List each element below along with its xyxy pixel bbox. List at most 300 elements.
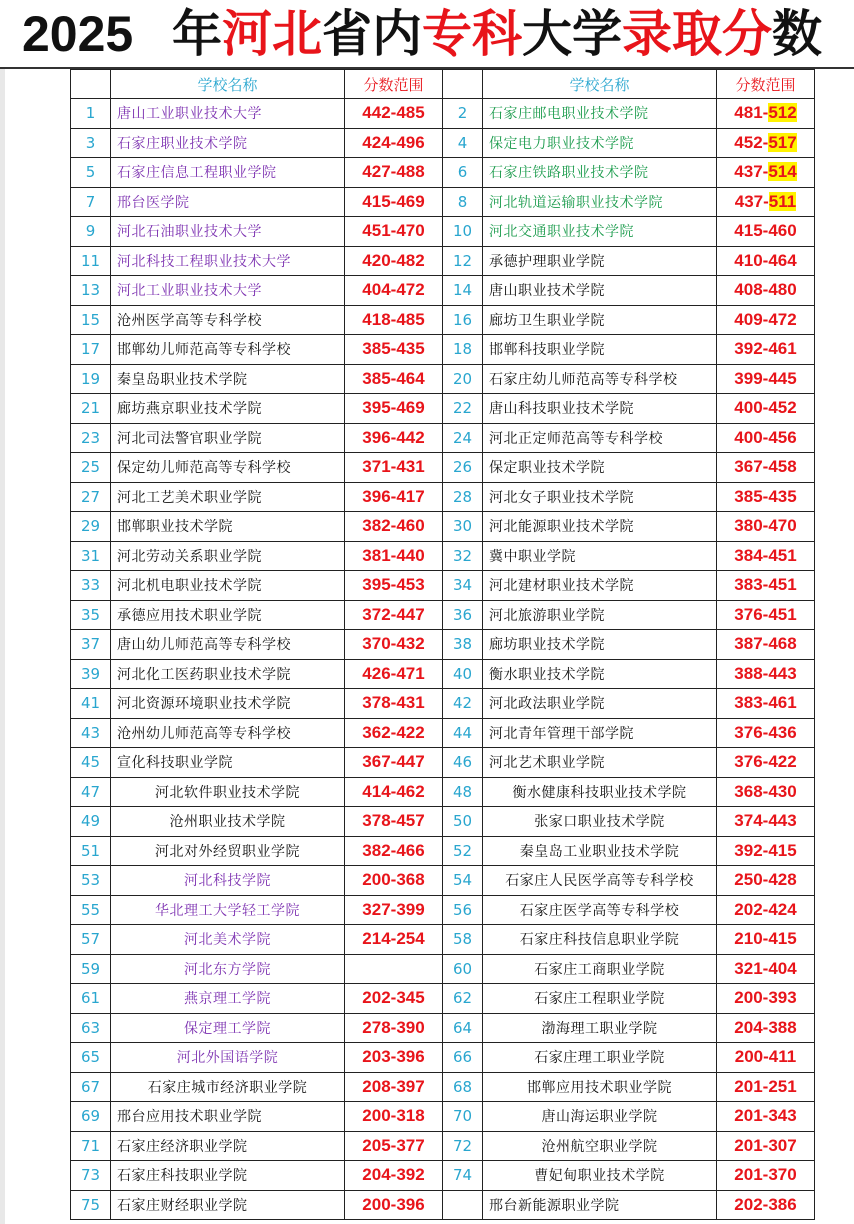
school-name-left: 沧州医学高等专科学校	[111, 305, 345, 335]
row-number-left: 11	[71, 246, 111, 276]
row-number-right: 32	[443, 541, 483, 571]
score-range-right-low: 201-307	[734, 1135, 797, 1155]
school-name-right: 河北建材职业技术学院	[483, 571, 717, 601]
school-name-left: 邯郸职业技术学院	[111, 512, 345, 542]
table-row	[71, 364, 815, 394]
table-row	[71, 394, 815, 424]
row-number-right: 40	[443, 659, 483, 689]
score-range-left: 202-345	[345, 984, 443, 1014]
score-range-right-low: 388-443	[734, 663, 797, 683]
title-part2: 河北	[222, 5, 322, 63]
row-number-left: 75	[71, 1190, 111, 1220]
school-name-left: 河北劳动关系职业学院	[111, 541, 345, 571]
score-range-right-low: 385-435	[734, 486, 797, 506]
score-range-right	[717, 1102, 815, 1132]
score-range-left: 362-422	[345, 718, 443, 748]
score-range-left: 278-390	[345, 1013, 443, 1043]
score-range-left: 367-447	[345, 748, 443, 778]
score-range-right-low: 201-251	[734, 1076, 797, 1096]
score-range-right-low: 410-464	[734, 250, 797, 270]
table-row	[71, 99, 815, 129]
school-name-left: 河北科技学院	[111, 866, 345, 896]
table-row	[71, 246, 815, 276]
school-name-right: 承德护理职业学院	[483, 246, 717, 276]
score-range-left: 395-453	[345, 571, 443, 601]
score-range-left: 395-469	[345, 394, 443, 424]
score-range-right	[717, 482, 815, 512]
school-name-right: 河北能源职业技术学院	[483, 512, 717, 542]
table-row	[71, 659, 815, 689]
score-range-right	[717, 954, 815, 984]
score-range-right-low: 202-386	[734, 1194, 797, 1214]
school-name-left: 石家庄职业技术学院	[111, 128, 345, 158]
row-number-left: 49	[71, 807, 111, 837]
row-number-right: 70	[443, 1102, 483, 1132]
score-range-right	[717, 453, 815, 483]
score-range-right	[717, 541, 815, 571]
row-number-right: 54	[443, 866, 483, 896]
score-range-right	[717, 925, 815, 955]
school-name-right: 邯郸应用技术职业学院	[483, 1072, 717, 1102]
table-row	[71, 187, 815, 217]
score-range-left: 203-396	[345, 1043, 443, 1073]
score-range-right	[717, 807, 815, 837]
row-number-right: 8	[443, 187, 483, 217]
row-number-left: 73	[71, 1161, 111, 1191]
score-range-right-low: 409-472	[734, 309, 797, 329]
table-row	[71, 925, 815, 955]
school-name-left: 石家庄财经职业学院	[111, 1190, 345, 1220]
row-number-right: 6	[443, 158, 483, 188]
school-name-right: 石家庄工程职业学院	[483, 984, 717, 1014]
row-number-right: 12	[443, 246, 483, 276]
score-range-right	[717, 512, 815, 542]
school-name-left: 廊坊燕京职业技术学院	[111, 394, 345, 424]
row-number-left: 45	[71, 748, 111, 778]
row-number-right: 2	[443, 99, 483, 129]
school-name-right: 石家庄医学高等专科学校	[483, 895, 717, 925]
score-range-right-low: 392-461	[734, 339, 797, 359]
row-number-right: 58	[443, 925, 483, 955]
table-row	[71, 1161, 815, 1191]
table-row	[71, 128, 815, 158]
score-range-left: 404-472	[345, 276, 443, 306]
school-name-left: 河北司法警官职业学院	[111, 423, 345, 453]
score-range-right-low: 387-468	[734, 634, 797, 654]
score-range-left: 396-417	[345, 482, 443, 512]
score-range-right-low: 383-461	[734, 693, 797, 713]
score-range-left: 382-466	[345, 836, 443, 866]
row-number-right	[443, 1190, 483, 1220]
score-range-left: 418-485	[345, 305, 443, 335]
school-name-left: 唐山幼儿师范高等专科学校	[111, 630, 345, 660]
table-row	[71, 748, 815, 778]
score-range-right-low: 201-343	[734, 1106, 797, 1126]
school-name-left: 宣化科技职业学院	[111, 748, 345, 778]
row-number-left: 19	[71, 364, 111, 394]
score-range-right	[717, 158, 815, 188]
school-name-left: 石家庄经济职业学院	[111, 1131, 345, 1161]
score-range-left: 381-440	[345, 541, 443, 571]
school-name-left: 华北理工大学轻工学院	[111, 895, 345, 925]
score-range-right	[717, 1161, 815, 1191]
row-number-left: 25	[71, 453, 111, 483]
header-score-range-left: 分数范围	[345, 70, 443, 99]
title-part4: 专科	[422, 5, 522, 63]
school-name-right: 曹妃甸职业技术学院	[483, 1161, 717, 1191]
school-name-left: 保定理工学院	[111, 1013, 345, 1043]
row-number-left: 63	[71, 1013, 111, 1043]
score-range-right-low: 376-422	[734, 752, 797, 772]
row-number-left: 61	[71, 984, 111, 1014]
school-name-right: 河北交通职业技术学院	[483, 217, 717, 247]
score-range-right	[717, 246, 815, 276]
score-range-right-low: 200-393	[734, 988, 797, 1008]
score-range-right-low: 437-	[734, 191, 769, 211]
row-number-left: 59	[71, 954, 111, 984]
school-name-left: 河北机电职业技术学院	[111, 571, 345, 601]
header-school-name-left: 学校名称	[111, 70, 345, 99]
title-part7: 数	[772, 5, 822, 63]
title-part3: 省内	[322, 5, 422, 63]
score-range-right	[717, 984, 815, 1014]
score-range-right-low: 415-460	[734, 221, 797, 241]
score-range-right-low: 202-424	[734, 899, 797, 919]
score-range-left: 371-431	[345, 453, 443, 483]
school-name-right: 石家庄理工职业学院	[483, 1043, 717, 1073]
score-range-left: 385-435	[345, 335, 443, 365]
table-row	[71, 541, 815, 571]
score-range-left: 378-431	[345, 689, 443, 719]
table-row	[71, 1013, 815, 1043]
score-range-right	[717, 305, 815, 335]
school-name-right: 石家庄幼儿师范高等专科学校	[483, 364, 717, 394]
score-range-right-low: 452-	[734, 132, 769, 152]
score-range-right-low: 201-370	[734, 1165, 797, 1185]
school-name-right: 唐山海运职业学院	[483, 1102, 717, 1132]
row-number-right: 74	[443, 1161, 483, 1191]
title-part6: 录取分	[622, 5, 772, 63]
row-number-left: 5	[71, 158, 111, 188]
score-range-right	[717, 1072, 815, 1102]
school-name-right: 石家庄工商职业学院	[483, 954, 717, 984]
score-range-left: 204-392	[345, 1161, 443, 1191]
score-range-right-low: 368-430	[734, 781, 797, 801]
row-number-right: 10	[443, 217, 483, 247]
score-range-right	[717, 99, 815, 129]
row-number-right: 66	[443, 1043, 483, 1073]
score-table-wrap	[70, 69, 814, 1220]
score-range-left: 205-377	[345, 1131, 443, 1161]
school-name-left: 河北东方学院	[111, 954, 345, 984]
score-table	[70, 69, 815, 1220]
table-row	[71, 895, 815, 925]
row-number-right: 60	[443, 954, 483, 984]
school-name-right: 秦皇岛工业职业技术学院	[483, 836, 717, 866]
school-name-right: 冀中职业学院	[483, 541, 717, 571]
school-name-left: 邢台应用技术职业学院	[111, 1102, 345, 1132]
school-name-right: 唐山科技职业技术学院	[483, 394, 717, 424]
row-number-right: 14	[443, 276, 483, 306]
school-name-right: 渤海理工职业学院	[483, 1013, 717, 1043]
school-name-left: 燕京理工学院	[111, 984, 345, 1014]
score-range-right-low: 200-411	[734, 1047, 797, 1067]
school-name-left: 石家庄信息工程职业学院	[111, 158, 345, 188]
school-name-right: 廊坊职业技术学院	[483, 630, 717, 660]
table-row	[71, 600, 815, 630]
table-row	[71, 866, 815, 896]
row-number-right: 50	[443, 807, 483, 837]
score-range-right	[717, 394, 815, 424]
row-number-left: 17	[71, 335, 111, 365]
school-name-right: 衡水职业技术学院	[483, 659, 717, 689]
score-range-left: 214-254	[345, 925, 443, 955]
row-number-left: 31	[71, 541, 111, 571]
row-number-right: 46	[443, 748, 483, 778]
row-number-right: 26	[443, 453, 483, 483]
score-range-right-low: 392-415	[734, 840, 797, 860]
school-name-left: 石家庄城市经济职业学院	[111, 1072, 345, 1102]
score-range-right	[717, 630, 815, 660]
row-number-right: 4	[443, 128, 483, 158]
school-name-left: 石家庄科技职业学院	[111, 1161, 345, 1191]
table-row	[71, 1072, 815, 1102]
score-range-right	[717, 895, 815, 925]
row-number-left: 29	[71, 512, 111, 542]
row-number-right: 48	[443, 777, 483, 807]
score-range-left: 385-464	[345, 364, 443, 394]
score-range-left: 396-442	[345, 423, 443, 453]
score-range-left: 200-368	[345, 866, 443, 896]
row-number-left: 3	[71, 128, 111, 158]
left-edge-shadow	[0, 69, 5, 1224]
row-number-left: 55	[71, 895, 111, 925]
row-number-left: 7	[71, 187, 111, 217]
table-row	[71, 630, 815, 660]
table-row	[71, 453, 815, 483]
score-range-right	[717, 718, 815, 748]
score-range-right	[717, 217, 815, 247]
school-name-right: 石家庄铁路职业技术学院	[483, 158, 717, 188]
row-number-left: 71	[71, 1131, 111, 1161]
score-range-right	[717, 659, 815, 689]
row-number-right: 52	[443, 836, 483, 866]
row-number-right: 34	[443, 571, 483, 601]
score-range-left: 424-496	[345, 128, 443, 158]
score-range-left: 414-462	[345, 777, 443, 807]
school-name-left: 沧州幼儿师范高等专科学校	[111, 718, 345, 748]
row-number-right: 16	[443, 305, 483, 335]
score-range-right	[717, 1131, 815, 1161]
score-range-right	[717, 748, 815, 778]
table-row	[71, 217, 815, 247]
table-row	[71, 335, 815, 365]
school-name-left: 承德应用技术职业学院	[111, 600, 345, 630]
score-range-right-low: 380-470	[734, 516, 797, 536]
school-name-right: 河北轨道运输职业技术学院	[483, 187, 717, 217]
title-part1: 年	[172, 5, 222, 63]
school-name-right: 河北青年管理干部学院	[483, 718, 717, 748]
row-number-left: 15	[71, 305, 111, 335]
school-name-right: 河北女子职业技术学院	[483, 482, 717, 512]
school-name-right: 衡水健康科技职业技术学院	[483, 777, 717, 807]
row-number-left: 23	[71, 423, 111, 453]
table-row	[71, 571, 815, 601]
row-number-right: 38	[443, 630, 483, 660]
table-row	[71, 305, 815, 335]
score-range-right-low: 400-452	[734, 398, 797, 418]
school-name-left: 河北软件职业技术学院	[111, 777, 345, 807]
score-range-right	[717, 1043, 815, 1073]
row-number-left: 27	[71, 482, 111, 512]
row-number-left: 41	[71, 689, 111, 719]
score-range-right-low: 437-	[734, 162, 769, 182]
school-name-left: 秦皇岛职业技术学院	[111, 364, 345, 394]
table-row	[71, 954, 815, 984]
score-range-right-low: 481-	[734, 103, 769, 123]
header-no-left	[71, 70, 111, 99]
score-range-left: 327-399	[345, 895, 443, 925]
school-name-right: 保定职业技术学院	[483, 453, 717, 483]
score-range-left: 200-396	[345, 1190, 443, 1220]
row-number-left: 37	[71, 630, 111, 660]
school-name-right: 河北旅游职业学院	[483, 600, 717, 630]
score-range-right	[717, 571, 815, 601]
score-range-right-low: 374-443	[734, 811, 797, 831]
row-number-left: 47	[71, 777, 111, 807]
score-range-right	[717, 128, 815, 158]
school-name-left: 唐山工业职业技术大学	[111, 99, 345, 129]
title-year: 2025	[22, 6, 134, 62]
score-range-right	[717, 1190, 815, 1220]
score-range-left: 382-460	[345, 512, 443, 542]
score-range-right	[717, 1013, 815, 1043]
school-name-left: 河北石油职业技术大学	[111, 217, 345, 247]
row-number-left: 43	[71, 718, 111, 748]
row-number-left: 33	[71, 571, 111, 601]
table-row	[71, 423, 815, 453]
score-range-right	[717, 335, 815, 365]
school-name-right: 石家庄人民医学高等专科学校	[483, 866, 717, 896]
row-number-left: 1	[71, 99, 111, 129]
school-name-right: 保定电力职业技术学院	[483, 128, 717, 158]
school-name-right: 廊坊卫生职业学院	[483, 305, 717, 335]
score-range-right	[717, 187, 815, 217]
score-range-right-high-highlight: 517	[768, 132, 797, 152]
row-number-left: 65	[71, 1043, 111, 1073]
score-range-right	[717, 423, 815, 453]
row-number-right: 30	[443, 512, 483, 542]
row-number-left: 69	[71, 1102, 111, 1132]
table-row	[71, 1043, 815, 1073]
row-number-right: 42	[443, 689, 483, 719]
table-row	[71, 984, 815, 1014]
school-name-left: 沧州职业技术学院	[111, 807, 345, 837]
score-range-left: 208-397	[345, 1072, 443, 1102]
row-number-right: 44	[443, 718, 483, 748]
score-range-right	[717, 836, 815, 866]
score-range-left: 442-485	[345, 99, 443, 129]
score-range-right-low: 321-404	[734, 958, 797, 978]
score-range-left: 426-471	[345, 659, 443, 689]
score-range-left	[345, 954, 443, 984]
school-name-right: 石家庄邮电职业技术学院	[483, 99, 717, 129]
score-range-right-low: 376-436	[734, 722, 797, 742]
score-range-right-low: 400-456	[734, 427, 797, 447]
score-range-right	[717, 866, 815, 896]
score-range-right-low: 367-458	[734, 457, 797, 477]
table-row	[71, 777, 815, 807]
school-name-left: 河北资源环境职业技术学院	[111, 689, 345, 719]
page-title	[0, 0, 854, 66]
score-range-left: 451-470	[345, 217, 443, 247]
table-row	[71, 718, 815, 748]
school-name-right: 沧州航空职业学院	[483, 1131, 717, 1161]
row-number-left: 53	[71, 866, 111, 896]
score-range-left: 378-457	[345, 807, 443, 837]
school-name-right: 邢台新能源职业学院	[483, 1190, 717, 1220]
score-range-right	[717, 689, 815, 719]
school-name-left: 河北科技工程职业技术大学	[111, 246, 345, 276]
score-range-left: 427-488	[345, 158, 443, 188]
score-range-right-high-highlight: 512	[768, 103, 797, 123]
school-name-left: 邯郸幼儿师范高等专科学校	[111, 335, 345, 365]
row-number-right: 72	[443, 1131, 483, 1161]
table-row	[71, 276, 815, 306]
school-name-left: 邢台医学院	[111, 187, 345, 217]
school-name-left: 河北外国语学院	[111, 1043, 345, 1073]
table-body	[71, 99, 815, 1220]
school-name-right: 唐山职业技术学院	[483, 276, 717, 306]
score-range-right-low: 376-451	[734, 604, 797, 624]
score-range-right-low: 408-480	[734, 280, 797, 300]
row-number-right: 68	[443, 1072, 483, 1102]
score-range-right-high-highlight: 514	[768, 162, 797, 182]
row-number-right: 22	[443, 394, 483, 424]
score-range-left: 200-318	[345, 1102, 443, 1132]
score-range-left: 420-482	[345, 246, 443, 276]
school-name-right: 张家口职业技术学院	[483, 807, 717, 837]
score-range-right-low: 383-451	[734, 575, 797, 595]
row-number-left: 39	[71, 659, 111, 689]
score-range-right-high-highlight: 511	[768, 191, 797, 211]
table-row	[71, 1102, 815, 1132]
school-name-left: 河北工业职业技术大学	[111, 276, 345, 306]
table-row	[71, 1190, 815, 1220]
row-number-left: 67	[71, 1072, 111, 1102]
row-number-left: 13	[71, 276, 111, 306]
school-name-left: 河北工艺美术职业学院	[111, 482, 345, 512]
table-row	[71, 482, 815, 512]
score-range-right	[717, 364, 815, 394]
header-score-range-right: 分数范围	[717, 70, 815, 99]
school-name-right: 河北政法职业学院	[483, 689, 717, 719]
score-range-right-low: 399-445	[734, 368, 797, 388]
school-name-left: 保定幼儿师范高等专科学校	[111, 453, 345, 483]
score-range-right	[717, 600, 815, 630]
row-number-left: 9	[71, 217, 111, 247]
score-range-right-low: 250-428	[734, 870, 797, 890]
school-name-left: 河北美术学院	[111, 925, 345, 955]
school-name-left: 河北对外经贸职业学院	[111, 836, 345, 866]
table-row	[71, 512, 815, 542]
row-number-right: 62	[443, 984, 483, 1014]
row-number-right: 28	[443, 482, 483, 512]
row-number-right: 24	[443, 423, 483, 453]
row-number-left: 57	[71, 925, 111, 955]
table-row	[71, 836, 815, 866]
table-row	[71, 1131, 815, 1161]
